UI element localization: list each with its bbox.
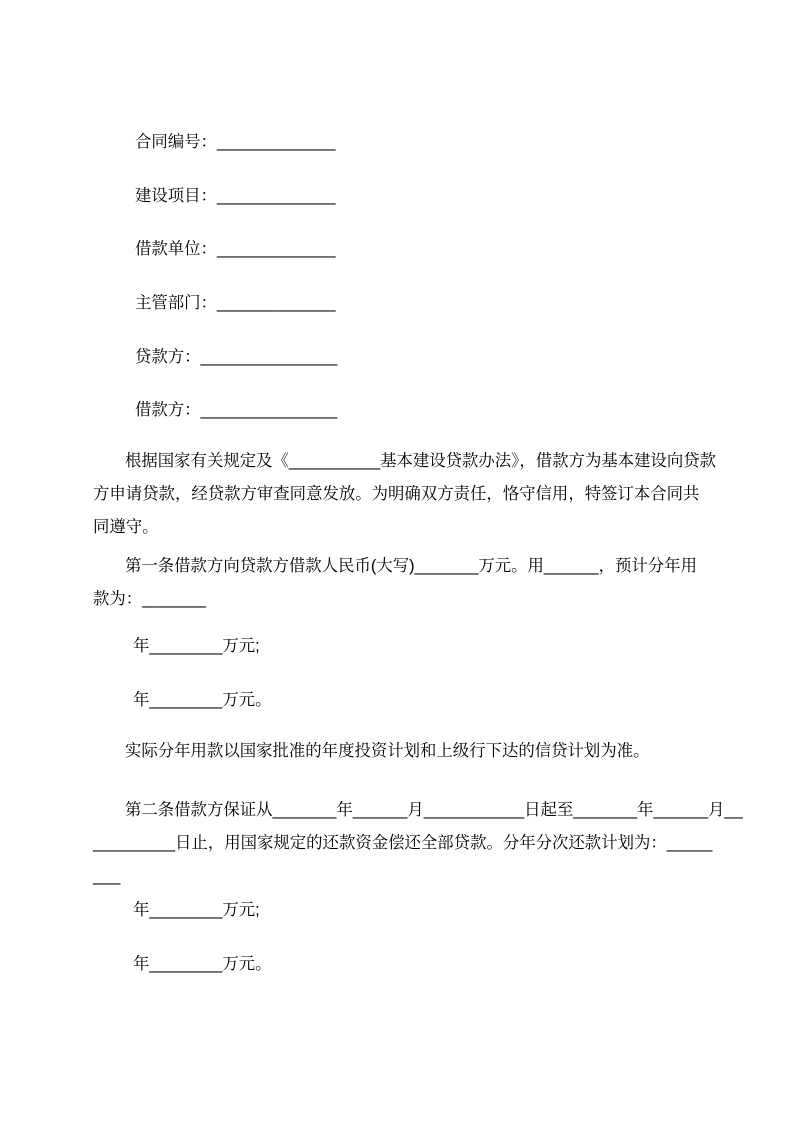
field-borrowing-unit: 借款单位：_____________ xyxy=(135,240,336,258)
article-2-line: _________日止，用国家规定的还款资金偿还全部贷款。分年分次还款计划为：_____ xyxy=(93,834,713,852)
field-contract-number: 合同编号：_____________ xyxy=(135,133,336,151)
field-borrower: 借款方：_______________ xyxy=(135,401,338,419)
preamble-line: 方申请贷款，经贷款方审查同意发放。为明确双方责任，恪守信用，特签订本合同共 xyxy=(93,485,700,503)
paragraph-article-1 xyxy=(93,550,718,616)
field-construction-project: 建设项目：_____________ xyxy=(135,187,336,205)
preamble-line: 同遵守。 xyxy=(93,518,159,536)
paragraph-actual-use xyxy=(93,735,718,768)
article-2-line: 第二条借款方保证从_______年______月___________日起至_______年______月__ xyxy=(125,801,743,819)
annual-repay-line-1: 年________万元; xyxy=(133,901,260,919)
annual-use-line-1: 年________万元; xyxy=(133,637,260,655)
article-2-line: ___ xyxy=(93,867,121,885)
article-1-line: 第一条借款方向贷款方借款人民币(大写)_______万元。用______，预计分年用 xyxy=(125,557,697,575)
paragraph-preamble xyxy=(93,445,718,544)
preamble-line: 根据国家有关规定及《__________基本建设贷款办法》，借款方为基本建设向贷款 xyxy=(125,452,717,470)
field-supervising-department: 主管部门：_____________ xyxy=(135,294,336,312)
article-1-line: 款为：_______ xyxy=(93,590,206,608)
annual-use-line-2: 年________万元。 xyxy=(133,691,272,709)
actual-use-line: 实际分年用款以国家批准的年度投资计划和上级行下达的信贷计划为准。 xyxy=(125,742,650,760)
field-lender: 贷款方：_______________ xyxy=(135,348,338,366)
paragraph-article-2 xyxy=(93,794,743,893)
annual-repay-line-2: 年________万元。 xyxy=(133,955,272,973)
